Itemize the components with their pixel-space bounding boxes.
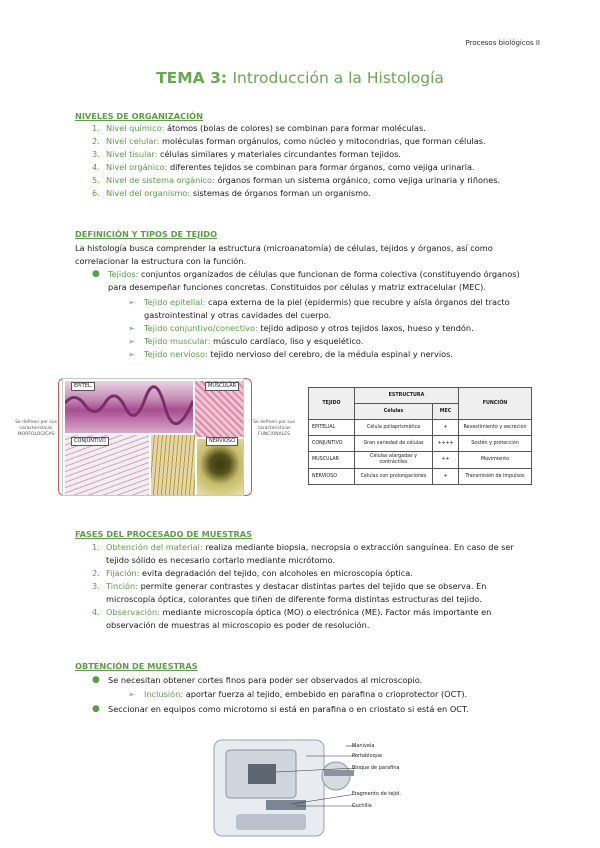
left-note-text: Se definen por sus características MORFOLÓGICAS	[15, 420, 57, 437]
definicion-intro: La histología busca comprender la estructura (microanatomía) de células, tejidos y órganos, así como correlacionar la estructura con la función.	[75, 243, 493, 266]
item-number: 1.	[92, 542, 100, 552]
list-item	[92, 580, 532, 606]
title-tema: TEMA 3:	[156, 69, 228, 87]
tejido-types-list	[128, 296, 528, 361]
item-text: órganos forman un sistema orgánico, como vejiga urinaria y riñones.	[217, 175, 501, 185]
item-text: células similares y materiales circundantes forman tejidos.	[159, 149, 401, 159]
list-item	[128, 322, 528, 335]
title-rest: Introducción a la Histología	[232, 69, 444, 87]
bullet-dot-icon: ●	[92, 269, 100, 279]
page-header: Procesos biológicos II	[465, 39, 540, 47]
header-estructura: ESTRUCTURA	[355, 388, 459, 404]
item-label: Inclusión:	[144, 689, 184, 699]
item-number: 2.	[92, 136, 100, 146]
list-item	[128, 296, 528, 322]
cell-mec: +	[433, 469, 459, 485]
tag-conjuntivo: CONJUNTIVO	[71, 437, 109, 446]
item-text: diferentes tejidos se combinan para formar órganos, como vejiga urinaria.	[169, 162, 475, 172]
item-text: átomos (bolas de colores) se combinan para formar moléculas.	[166, 123, 426, 133]
item-label: Nivel celular:	[106, 136, 160, 146]
cell-tejido: EPITELIAL	[309, 420, 355, 436]
item-text: músculo cardíaco, liso y esquelético.	[213, 336, 364, 346]
label-bloque-parafina: Bloque de parafina	[352, 765, 400, 771]
inclusion-subitem	[128, 688, 528, 701]
item-text: permite generar contrastes y destacar distintas partes del tejido que se observa. En microscopía óptica, colorantes que tiñen de diferente forma distintas estructuras del tejido.	[106, 581, 487, 604]
tejidos-bullet	[92, 268, 522, 294]
item-label: Tejido epitelial:	[144, 297, 206, 307]
arrow-bullet-icon: ➢	[128, 349, 135, 359]
item-label: Tejidos:	[108, 269, 139, 279]
item-label: Nivel del organismo:	[106, 188, 191, 198]
item-text: mediante microscopía óptica (MO) o electrónica (ME). Factor más importante en observación de muestras al microscopio es poder de resolución.	[106, 607, 492, 630]
list-item	[92, 541, 532, 567]
table-header-row	[309, 388, 532, 404]
item-number: 5.	[92, 175, 100, 185]
item-text: evita degradación del tejido, con alcoholes en microscopía óptica.	[142, 568, 413, 578]
header-funcion: FUNCIÓN	[459, 388, 532, 420]
label-manivela: Manivela	[352, 743, 375, 749]
list-item	[92, 148, 532, 161]
item-label: Tejido nervioso:	[144, 349, 208, 359]
item-text: Se necesitan obtener cortes finos para poder ser observados al microscopio.	[108, 675, 423, 685]
cell-tejido: NERVIOSO	[309, 469, 355, 485]
label-portabloque: Portabloque	[352, 753, 383, 759]
right-note	[252, 420, 296, 438]
list-item	[92, 161, 532, 174]
nervioso-image	[197, 439, 243, 495]
obtencion-bullet-2	[92, 703, 522, 716]
item-text: moléculas forman orgánulos, como núcleo y mitocondrias, que forman células.	[162, 136, 486, 146]
table-row	[309, 452, 532, 469]
arrow-bullet-icon: ➢	[128, 336, 135, 346]
right-brace	[244, 378, 252, 496]
item-label: Tejido conjuntivo/conectivo:	[144, 323, 258, 333]
cell-mec: ++	[433, 452, 459, 469]
section-heading-niveles: NIVELES DE ORGANIZACIÓN	[75, 111, 203, 121]
cell-funcion: Sostén y protección	[459, 436, 532, 452]
label-fragmento: Fragmento de tejid.	[352, 791, 401, 797]
list-item	[92, 703, 522, 716]
tissue-table	[308, 387, 532, 485]
list-item	[128, 335, 528, 348]
item-number: 3.	[92, 149, 100, 159]
item-label: Tinción:	[106, 581, 138, 591]
table-row	[309, 469, 532, 485]
table-row	[309, 436, 532, 452]
tag-muscular: MUSCULAR	[205, 382, 239, 391]
section-heading-definicion: DEFINICIÓN Y TIPOS DE TEJIDO	[75, 229, 218, 239]
header-celulas: Células	[355, 404, 433, 420]
cell-tejido: CONJUNTIVO	[309, 436, 355, 452]
item-number: 6.	[92, 188, 100, 198]
arrow-bullet-icon: ➢	[128, 297, 135, 307]
item-text: capa externa de la piel (epidermis) que recubre y aísla órganos del tracto gastrointestinal y otras cavidades del cuerpo.	[144, 297, 510, 320]
section-heading-obtencion: OBTENCIÓN DE MUESTRAS	[75, 661, 198, 671]
item-number: 4.	[92, 607, 100, 617]
list-item	[92, 187, 532, 200]
list-item	[92, 606, 532, 632]
obtencion-bullet-1	[92, 674, 522, 687]
header-mec: MEC	[433, 404, 459, 420]
niveles-list	[92, 122, 532, 200]
cell-tejido: MUSCULAR	[309, 452, 355, 469]
cell-celulas: Gran variedad de células	[355, 436, 433, 452]
item-number: 3.	[92, 581, 100, 591]
item-text: realiza mediante biopsia, necropsia o extracción sanguínea. En caso de ser tejido sólido es necesario cortarlo mediante micrótomo.	[106, 542, 514, 565]
item-number: 1.	[92, 123, 100, 133]
cell-celulas: Células con prolongaciones	[355, 469, 433, 485]
list-item	[128, 348, 528, 361]
item-label: Nivel de sistema orgánico:	[106, 175, 215, 185]
left-note	[14, 420, 58, 438]
cell-funcion: Movimiento	[459, 452, 532, 469]
table-row	[309, 420, 532, 436]
item-number: 2.	[92, 568, 100, 578]
page-title	[0, 69, 600, 87]
item-number: 4.	[92, 162, 100, 172]
fases-list	[92, 541, 532, 632]
tag-epitel: EPITEL.	[71, 382, 95, 391]
cell-funcion: Transmisión de impulsos	[459, 469, 532, 485]
arrow-bullet-icon: ➢	[128, 323, 135, 333]
arrow-bullet-icon: ➢	[128, 689, 135, 699]
conjuntivo-image-2	[151, 435, 195, 495]
item-text: aportar fuerza al tejido, embebido en parafina o crioprotector (OCT).	[185, 689, 468, 699]
item-text: tejido adiposo y otros tejidos laxos, hueso y tendón.	[260, 323, 474, 333]
cell-mec: +	[433, 420, 459, 436]
cell-mec: ++++	[433, 436, 459, 452]
list-item	[92, 174, 532, 187]
item-text: tejido nervioso del cerebro, de la médula espinal y nervios.	[210, 349, 453, 359]
item-label: Nivel químico:	[106, 123, 165, 133]
list-item	[92, 268, 522, 294]
cell-funcion: Revestimiento y secreción	[459, 420, 532, 436]
tissue-figure	[62, 378, 244, 496]
bullet-dot-icon: ●	[92, 704, 100, 714]
bullet-dot-icon: ●	[92, 675, 100, 685]
item-text: conjuntos organizados de células que funcionan de forma colectiva (constituyendo órganos) para desempeñar funciones concretas. Constituidos por células y matriz extracelular (MEC).	[108, 269, 520, 292]
cell-celulas: Células alargadas y contráctiles	[355, 452, 433, 469]
list-item	[92, 122, 532, 135]
item-text: Seccionar en equipos como microtomo si está en parafina o en criostato si está en OCT.	[108, 704, 469, 714]
item-label: Nivel tisular:	[106, 149, 158, 159]
tag-nervioso: NERVIOSO	[206, 437, 238, 446]
header-tejido: TEJIDO	[309, 388, 355, 420]
list-item	[92, 674, 522, 687]
list-item	[128, 688, 528, 701]
item-label: Tejido muscular:	[144, 336, 211, 346]
item-label: Observación:	[106, 607, 160, 617]
list-item	[92, 135, 532, 148]
item-label: Nivel orgánico:	[106, 162, 168, 172]
right-note-text: Se definen por sus características FUNCIONALES	[253, 420, 295, 437]
label-cuchilla: Cuchilla	[352, 803, 372, 809]
item-label: Fijación:	[106, 568, 140, 578]
list-item	[92, 567, 532, 580]
cell-celulas: Célula poliaprismática	[355, 420, 433, 436]
item-text: sistemas de órganos forman un organismo.	[192, 188, 371, 198]
item-label: Obtención del material:	[106, 542, 203, 552]
section-heading-fases: FASES DEL PROCESADO DE MUESTRAS	[75, 529, 253, 539]
